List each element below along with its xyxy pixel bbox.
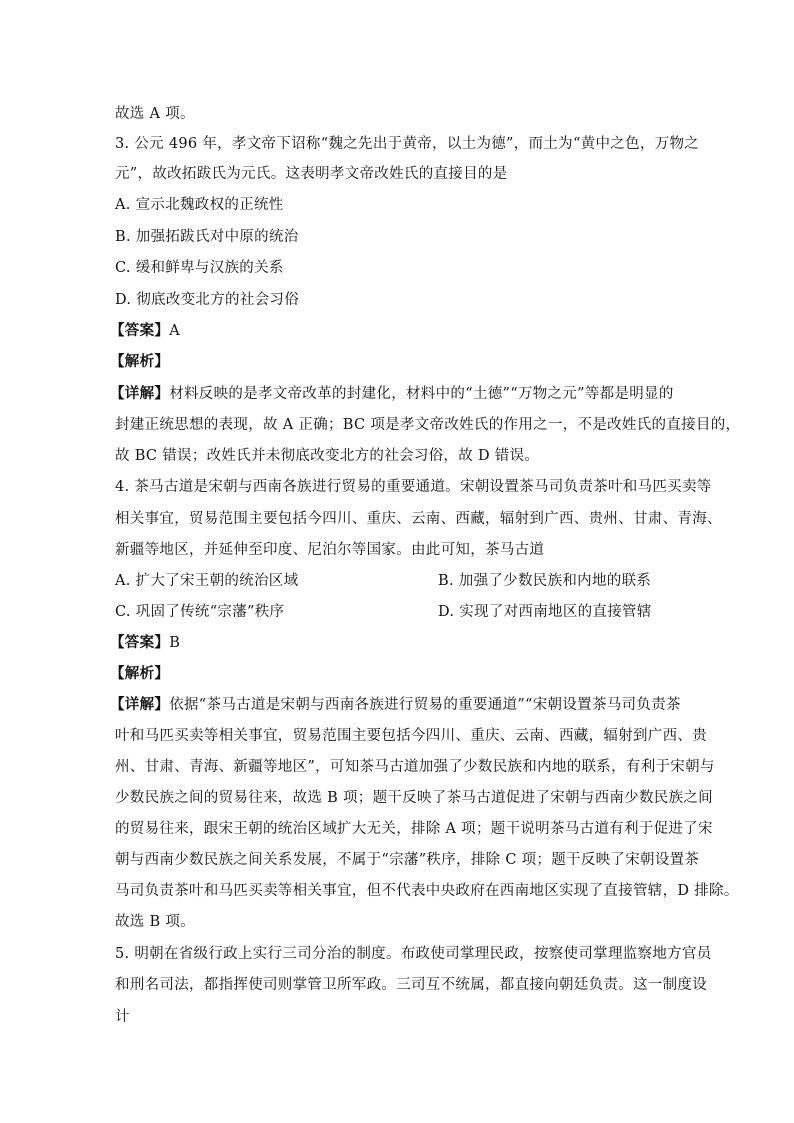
detail-text: 叶和马匹买卖等相关事宜，贸易范围主要包括今四川、重庆、云南、西藏，辐射到广西、贵 <box>115 728 707 744</box>
detail-text: 马司负责茶叶和马匹买卖等相关事宜，但不代表中央政府在西南地区实现了直接管辖，D 排除。 <box>115 883 739 899</box>
detail-text: 依据“茶马古道是宋朝与西南各族进行贸易的重要通道”“宋朝设置茶马司负责茶 <box>169 697 681 713</box>
question-4-stem-cont: 相关事宜，贸易范围主要包括今四川、重庆、云南、西藏，辐射到广西、贵州、甘肃、青海、 <box>115 511 722 527</box>
question-5-stem: 5. 明朝在省级行政上实行三司分治的制度。布政使司掌理民政，按察使司掌理监察地方官员 <box>115 946 712 962</box>
question-4-option-a: A. 扩大了宋王朝的统治区域 <box>115 573 299 589</box>
detail-text: 材料反映的是孝文帝改革的封建化，材料中的“土德”“万物之元”等都是明显的 <box>169 386 674 402</box>
answer-line <box>110 321 180 341</box>
answer-tag: 【答案】 <box>110 635 170 651</box>
analysis-tag: 【解析】 <box>110 354 170 370</box>
answer-value: B <box>169 635 181 651</box>
detail-tag: 【详解】 <box>110 386 170 402</box>
text-line: 故选 A 项。 <box>115 106 195 122</box>
question-4-option-c: C. 巩固了传统“宗藩”秩序 <box>115 604 285 620</box>
question-3-option-c: C. 缓和鲜卑与汉族的关系 <box>115 260 284 276</box>
detail-line <box>110 384 674 404</box>
answer-line <box>110 633 180 653</box>
question-3-option-a: A. 宣示北魏政权的正统性 <box>115 197 284 213</box>
detail-text: 的贸易往来，跟宋王朝的统治区域扩大无关，排除 A 项；题干说明茶马古道有利于促进了宋 <box>115 821 713 837</box>
question-5-stem-cont: 计 <box>115 1009 130 1025</box>
question-4-stem-cont: 新疆等地区，并延伸至印度、尼泊尔等国家。由此可知，茶马古道 <box>115 542 545 558</box>
answer-value: A <box>169 323 180 339</box>
question-5-stem-cont: 和刑名司法，都指挥使司则掌管卫所军政。三司互不统属，都直接向朝廷负责。这一制度设 <box>115 977 707 993</box>
analysis-tag: 【解析】 <box>110 666 170 682</box>
question-3-option-d: D. 彻底改变北方的社会习俗 <box>115 292 300 308</box>
question-4-stem: 4. 茶马古道是宋朝与西南各族进行贸易的重要通道。宋朝设置茶马司负责茶叶和马匹买卖等 <box>115 479 712 495</box>
detail-line <box>110 695 681 715</box>
question-4-option-b: B. 加强了少数民族和内地的联系 <box>438 573 652 589</box>
detail-text: 故选 B 项。 <box>115 914 195 930</box>
analysis-line <box>110 664 169 684</box>
detail-text: 朝与西南少数民族之间关系发展，不属于“宗藩”秩序，排除 C 项；题干反映了宋朝设置茶 <box>115 852 700 868</box>
detail-text: 州、甘肃、青海、新疆等地区”，可知茶马古道加强了少数民族和内地的联系，有利于宋朝与 <box>115 759 715 775</box>
detail-text: 少数民族之间的贸易往来，故选 B 项；题干反映了茶马古道促进了宋朝与西南少数民族之间 <box>115 790 713 806</box>
question-4-option-d: D. 实现了对西南地区的直接管辖 <box>438 604 652 620</box>
question-3-stem: 3. 公元 496 年，孝文帝下诏称“魏之先出于黄帝，以土为德”，而土为“黄中之色，万物之 <box>115 136 700 152</box>
detail-text: 故 BC 错误；改姓氏并未彻底改变北方的社会习俗，故 D 错误。 <box>115 448 540 464</box>
analysis-line <box>110 352 169 372</box>
detail-text: 封建正统思想的表现，故 A 正确；BC 项是孝文帝改姓氏的作用之一，不是改姓氏的直接目的， <box>115 417 741 433</box>
question-3-stem-cont: 元”，故改拓跋氏为元氏。这表明孝文帝改姓氏的直接目的是 <box>115 166 508 182</box>
detail-tag: 【详解】 <box>110 697 170 713</box>
question-3-option-b: B. 加强拓跋氏对中原的统治 <box>115 229 299 245</box>
answer-tag: 【答案】 <box>110 323 170 339</box>
